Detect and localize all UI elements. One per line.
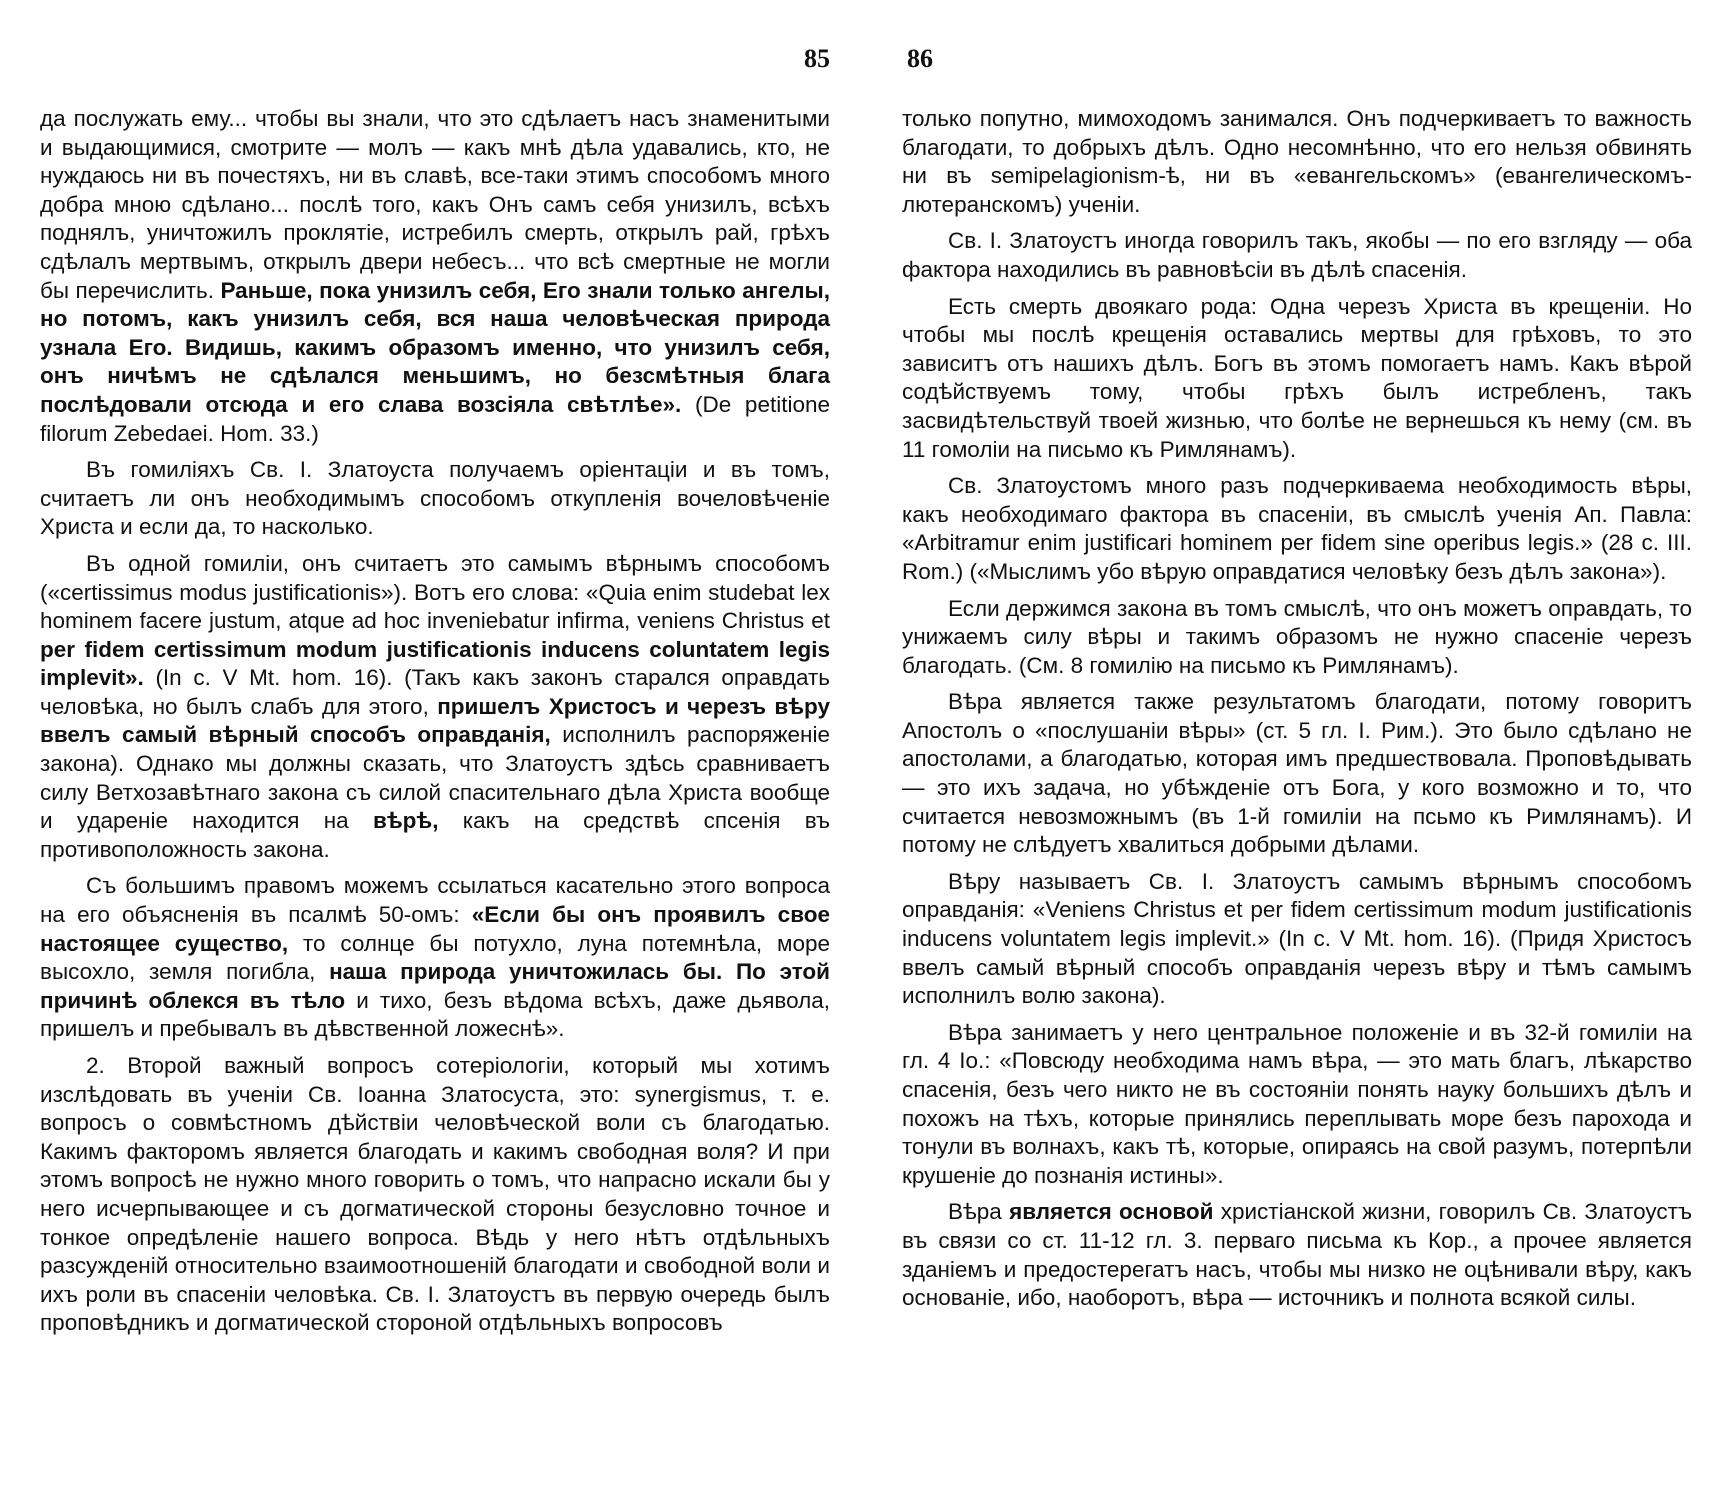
paragraph: [902, 688, 1692, 860]
bold-text: является основой: [1009, 1199, 1214, 1225]
text-run: (De petitione filorum Zebedaei. Hom. 33.): [40, 391, 831, 446]
paragraph: [902, 595, 1692, 681]
text-run: Съ большимъ правомъ можемъ ссылаться касательно этого вопроса на его объясненія въ псалмѣ 50-омъ:: [40, 873, 830, 928]
text-run: исполнилъ распоряженіе закона). Однако мы должны сказать, что Златоустъ здѣсь сравниваетъ силу Ветхозавѣтнаго закона съ силой спасительнаго дѣла Христа вообще и удареніе находится на: [40, 722, 830, 834]
text-run: Вѣру называетъ Св. І. Златоустъ самымъ вѣрнымъ способомъ оправданія: «Veniens Christus et per fidem certissimum modum justificationis inducens voluntatem legis implevit.» (In c. V Mt. hom. 16). (Придя Христосъ ввелъ самый вѣрный способъ оправданія черезъ вѣру и тѣмъ самымъ исполнилъ волю закона).: [902, 868, 1692, 1009]
text-run: Въ гомиліяхъ Св. І. Златоуста получаемъ оріентаціи и въ томъ, считаетъ ли онъ необходимымъ способомъ откупленія вочеловѣченіе Христа и если да, то насколько.: [40, 457, 830, 540]
page-body: [902, 105, 1692, 1321]
text-run: и тихо, безъ вѣдома всѣхъ, даже дьявола, пришелъ и пребывалъ въ дѣвственной ложеснѣ».: [40, 987, 830, 1042]
bold-text: «Если бы онъ проявилъ свое настоящее существо,: [40, 902, 830, 956]
paragraph: [40, 456, 830, 542]
paragraph: [902, 1019, 1692, 1191]
bold-text: Раньше, пока унизилъ себя, Его знали только ангелы, но потомъ, какъ унизилъ себя, вся наша человѣческая природа узнала Его. Видишь, какимъ образомъ именно, что унизилъ себя, онъ ничѣмъ не сдѣлался меньшимъ, но безсмѣтныя блага послѣдовали отсюда и его слава возсіяла свѣтлѣе».: [40, 277, 830, 417]
text-run: (In c. V Mt. hom. 16). (Такъ какъ законъ старался оправдать человѣка, но былъ слабъ для этого,: [40, 665, 830, 719]
paragraph: [40, 872, 830, 1044]
text-run: 2. Второй важный вопросъ сотеріологіи, который мы хотимъ изслѣдовать въ ученіи Св. Іоанна Златосуста, это: synergismus, т. е. вопросъ о совмѣстномъ дѣйствіи человѣческой воли съ благодатью. Какимъ факторомъ является благодать и какимъ свободная воля? И при этомъ вопросѣ не нужно много говорить о томъ, что напрасно искали бы у него исчерпывающее и съ догматической стороны безусловно точное и тонкое опредѣленіе нашего вопроса. Вѣдь у него нѣтъ отдѣльныхъ разсужденій относительно взаимоотношеній благодати и свободной воли и ихъ роли въ спасеніи человѣка. Св. І. Златоустъ въ первую очередь былъ проповѣдникъ и догматической стороной отдѣльныхъ вопросовъ: [40, 1053, 830, 1336]
page-number: 85: [804, 44, 830, 73]
text-run: Въ одной гомиліи, онъ считаетъ это самымъ вѣрнымъ способомъ («certissimus modus justificationis»). Вотъ его слова: «Quia enim studebat lex hominem facere justum, atque ad hoc inveniebatur infirma, veniens Christus et: [40, 550, 830, 634]
page-body: [40, 105, 830, 1346]
text-run: Есть смерть двоякаго рода: Одна черезъ Христа въ крещеніи. Но чтобы мы послѣ крещенія оставались мертвы для грѣховъ, то это зависитъ отъ нашихъ дѣлъ. Богъ въ этомъ помогаетъ намъ. Какъ вѣрой содѣйствуемъ тому, чтобы грѣхъ былъ истребленъ, такъ засвидѣтельствуй твоей жизнью, что болѣе не вернешься къ нему (см. въ 11 гомоліи на письмо къ Римлянамъ).: [902, 293, 1692, 462]
text-run: Вѣра является также результатомъ благодати, потому говоритъ Апостолъ о «послушаніи вѣры» (ст. 5 гл. І. Рим.). Это было сдѣлано не апостолами, а благодатью, которая имъ предшествовала. Проповѣдывать — это ихъ задача, но убѣжденіе отъ Бога, у кого возможно и то, что считается невозможнымъ (въ 1-й гомиліи на псьмо къ Римлянамъ). И потому не слѣдуетъ хвалиться добрыми дѣлами.: [902, 689, 1692, 858]
page-number: 86: [907, 44, 933, 73]
paragraph: [40, 105, 830, 448]
text-run: Вѣра: [948, 1199, 1010, 1225]
paragraph: [902, 472, 1692, 586]
text-run: христіанской жизни, говорилъ Св. Златоустъ въ связи со ст. 11-12 гл. 3. перваго письма къ Кор., а прочее является зданіемъ и предостерегатъ насъ, чтобы мы низко не оцѣнивали вѣру, какъ основаніе, ибо, наоборотъ, вѣра — источникъ и полнота всякой силы.: [902, 1199, 1693, 1311]
text-run: Вѣра занимаетъ у него центральное положеніе и въ 32-й гомиліи на гл. 4 Іо.: «Повсюду необходима намъ вѣра, — это мать благъ, лѣкарство спасенія, безъ чего никто не въ состояніи понять науку большихъ дѣлъ и похожъ на тѣхъ, которые принялись переплывать море безъ парохода и тонули въ волнахъ, какъ тѣ, которые, опираясь на свой разумъ, потерпѣли крушеніе до познанія истины».: [902, 1019, 1692, 1188]
text-run: да послужать ему... чтобы вы знали, что это сдѣлаетъ насъ знаменитыми и выдающимися, смотрите — молъ — какъ мнѣ дѣла удавались, кто, не нуждаюсь ни въ почестяхъ, ни въ славѣ, все-таки этимъ способомъ много добра мною сдѣлано... послѣ того, какъ Онъ самъ себя унизилъ, всѣхъ поднялъ, уничтожилъ проклятіе, истребилъ смерть, открылъ рай, грѣхъ сдѣлалъ мертвымъ, открылъ двери небесъ... что всѣ смертные не могли бы перечислить.: [40, 106, 830, 303]
bold-text: per fidem certissimum modum justificationis inducens coluntatem legis implevit».: [40, 636, 830, 691]
paragraph: [902, 1198, 1692, 1312]
bold-text: пришелъ Христосъ и черезъ вѣру ввелъ самый вѣрный способъ оправданія,: [40, 693, 830, 748]
paragraph: [902, 293, 1692, 465]
text-run: Св. І. Златоустъ иногда говорилъ такъ, якобы — по его взгляду — оба фактора находились въ равновѣсіи въ дѣлѣ спасенія.: [902, 228, 1692, 282]
text-run: только попутно, мимоходомъ занимался. Онъ подчеркиваетъ то важность благодати, то добрыхъ дѣлъ. Одно несомнѣнно, что его нельзя обвинять ни въ semipelagionism-ѣ, ни въ «евангельскомъ» (евангелическомъ-лютеранскомъ) ученіи.: [902, 106, 1692, 217]
paragraph: [902, 868, 1692, 1011]
bold-text: наша природа уничтожилась бы. По этой причинѣ облекся въ тѣло: [40, 959, 831, 1013]
right-page: [902, 0, 1692, 1500]
paragraph: [902, 105, 1692, 219]
text-run: Св. Златоустомъ много разъ подчеркиваема необходимость вѣры, какъ необходимаго фактора въ спасеніи, въ смыслѣ ученія Ап. Павла: «Arbitramur enim justificari hominem per fidem sine operibus legis.» (28 c. III. Rom.) («Мыслимъ убо вѣрую оправдатися человѣку безъ дѣлъ закона»).: [902, 473, 1692, 584]
paragraph: [902, 227, 1692, 284]
text-run: то солнце бы потухло, луна потемнѣла, море высохло, земля погибла,: [40, 930, 830, 985]
bold-text: вѣрѣ,: [373, 808, 439, 834]
left-page: [40, 0, 830, 1500]
text-run: какъ на средствѣ спсенія въ противоположность закона.: [40, 808, 831, 862]
text-run: Если держимся закона въ томъ смыслѣ, что онъ можетъ оправдать, то унижаемъ силу вѣры и такимъ образомъ не нужно спасеніе черезъ благодать. (См. 8 гомилію на письмо къ Римлянамъ).: [902, 595, 1692, 678]
paragraph: [40, 550, 830, 865]
paragraph: [40, 1052, 830, 1338]
